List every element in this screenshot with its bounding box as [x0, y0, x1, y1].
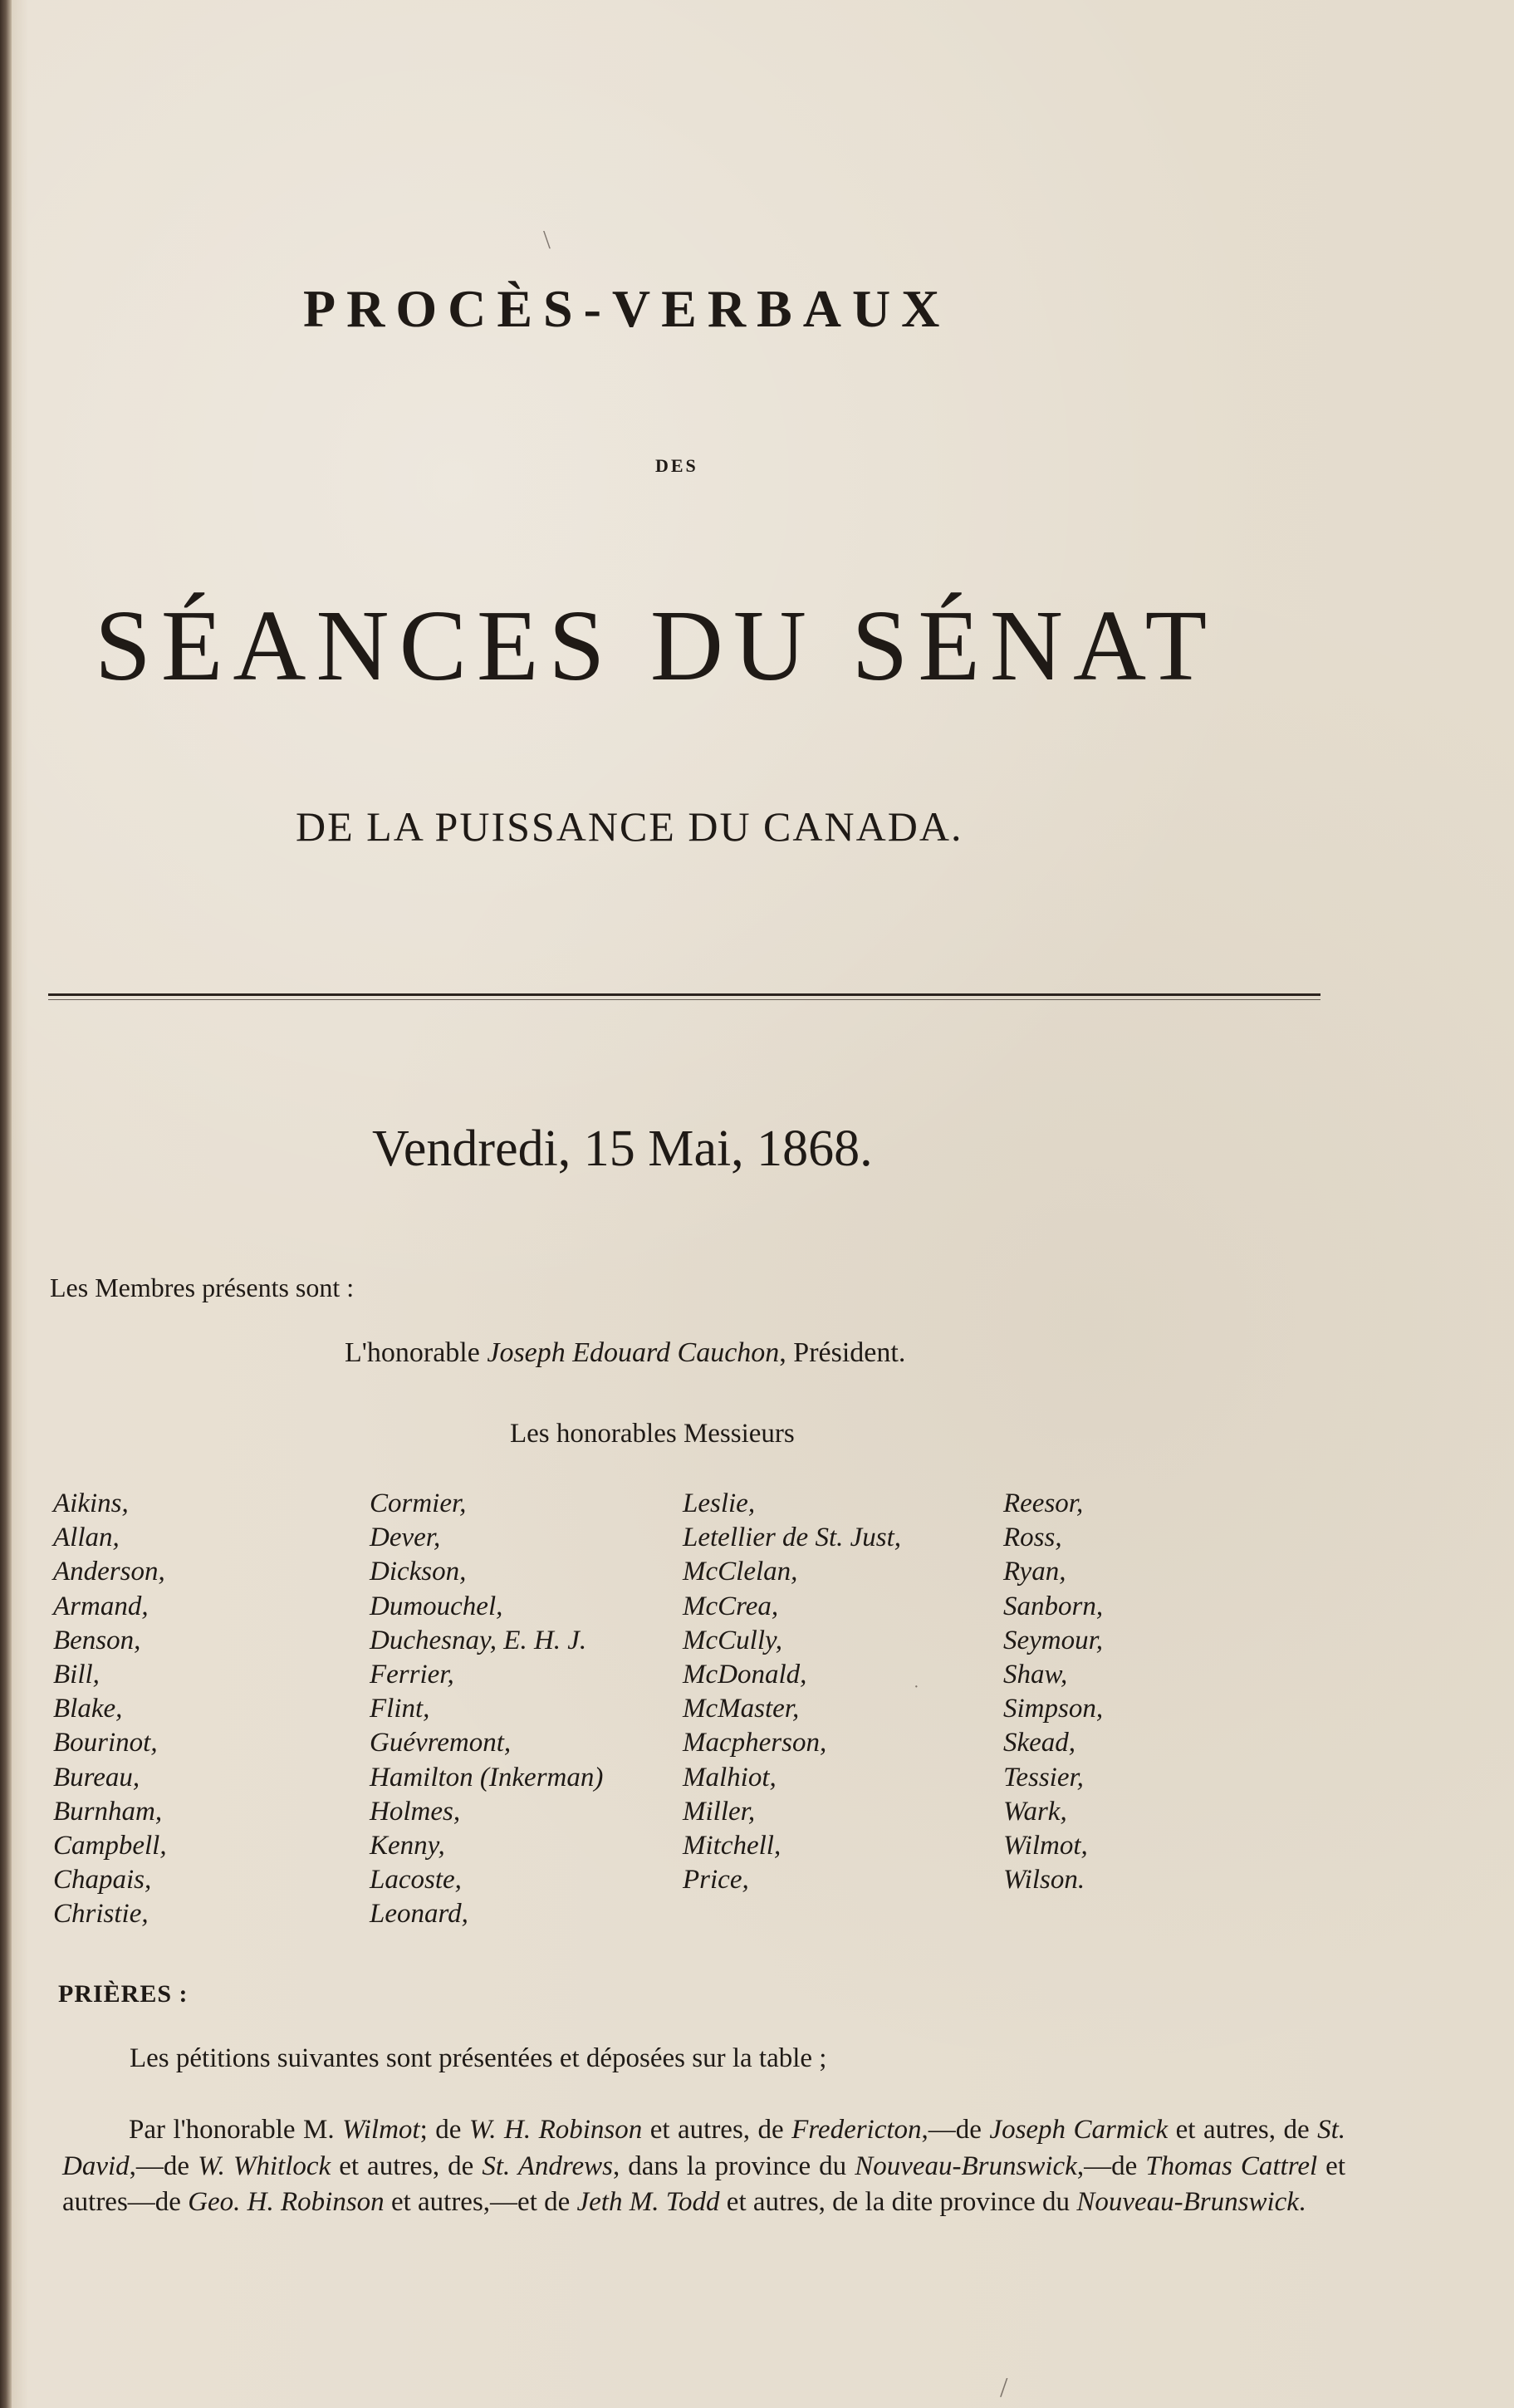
member-name: McMaster, — [683, 1694, 800, 1724]
document-title-middle: DES — [655, 455, 698, 476]
paragraph-text: et autres, de — [331, 2151, 483, 2181]
paragraph-italic: Fredericton — [791, 2115, 922, 2145]
document-title-top: PROCÈS-VERBAUX — [303, 279, 951, 338]
paragraph-italic: Nouveau-Brunswick — [1076, 2187, 1299, 2217]
meeting-date: Vendredi, 15 Mai, 1868. — [372, 1121, 873, 1177]
member-name: Chapais, — [53, 1865, 152, 1896]
paragraph-text: ,—de — [921, 2115, 990, 2145]
member-name: Simpson, — [1003, 1694, 1104, 1724]
member-name: Wilson. — [1003, 1865, 1085, 1896]
member-name: Flint, — [370, 1694, 430, 1724]
member-name: Christie, — [53, 1899, 149, 1930]
member-name: Hamilton (Inkerman) — [370, 1762, 604, 1793]
members-column-4 — [1003, 1487, 1103, 1897]
president-prefix: L'honorable — [345, 1337, 488, 1368]
paragraph-italic: Wilmot — [342, 2115, 420, 2145]
member-name: Price, — [683, 1865, 749, 1896]
title-divider-thick — [48, 993, 1320, 996]
member-name: Armand, — [53, 1591, 149, 1621]
member-name: Shaw, — [1003, 1660, 1068, 1690]
member-name: Tessier, — [1003, 1762, 1084, 1793]
member-name: Blake, — [53, 1694, 123, 1724]
paragraph-italic: W. H. Robinson — [468, 2115, 643, 2145]
members-heading: Les honorables Messieurs — [510, 1419, 795, 1449]
petitions-intro: Les pétitions suivantes sont présentées et déposées sur la table ; — [130, 2043, 827, 2073]
paragraph-text: Par l'honorable M. — [129, 2115, 343, 2145]
member-name: Benson, — [53, 1625, 141, 1655]
paragraph-text: ,—de — [1076, 2151, 1146, 2181]
member-name: Lacoste, — [370, 1865, 462, 1896]
member-name: Ross, — [1003, 1523, 1062, 1553]
member-name: Bourinot, — [53, 1728, 158, 1758]
member-name: McClelan, — [683, 1557, 798, 1587]
member-name: Wilmot, — [1003, 1831, 1088, 1861]
member-name: Skead, — [1003, 1728, 1076, 1758]
print-mark: · — [914, 1678, 919, 1696]
paragraph-italic: W. Whitlock — [198, 2151, 331, 2181]
member-name: Malhiot, — [683, 1762, 777, 1793]
member-name: McCrea, — [683, 1591, 779, 1621]
paragraph-italic: St. Andrews — [482, 2151, 613, 2181]
member-name: Macpherson, — [683, 1728, 827, 1758]
member-name: Leonard, — [370, 1899, 468, 1930]
member-name: McCully, — [683, 1625, 783, 1655]
paragraph-text: , dans la province du — [612, 2151, 855, 2181]
member-name: Aikins, — [53, 1488, 129, 1518]
members-column-3 — [683, 1487, 901, 1897]
member-name: Duchesnay, E. H. J. — [370, 1625, 587, 1655]
paragraph-italic: Joseph Carmick — [989, 2115, 1169, 2145]
member-name: Mitchell, — [683, 1831, 781, 1861]
member-name: Cormier, — [370, 1488, 467, 1518]
member-name: Bureau, — [53, 1762, 140, 1793]
member-name: Wark, — [1003, 1796, 1067, 1827]
paragraph-italic: St. David — [62, 2115, 1345, 2181]
president-name: Joseph Edouard Cauchon — [487, 1337, 780, 1368]
member-name: Dumouchel, — [370, 1591, 503, 1621]
member-name: Seymour, — [1003, 1625, 1104, 1655]
paragraph-italic: Jeth M. Todd — [576, 2187, 720, 2217]
member-name: Bill, — [53, 1660, 100, 1690]
paragraph-text: et autres, de la dite province du — [719, 2187, 1077, 2217]
paragraph-text: ,—de — [129, 2151, 198, 2181]
paragraph-text: et autres,—et de — [384, 2187, 577, 2217]
paragraph-italic: Geo. H. Robinson — [188, 2187, 385, 2217]
member-name: Ryan, — [1003, 1557, 1066, 1587]
member-name: Burnham, — [53, 1796, 163, 1827]
members-column-2 — [370, 1487, 603, 1932]
document-subtitle: DE LA PUISSANCE DU CANADA. — [296, 803, 963, 850]
paragraph-text: ; de — [419, 2115, 469, 2145]
member-name: Miller, — [683, 1796, 756, 1827]
document-title-main: SÉANCES DU SÉNAT — [95, 590, 1218, 702]
member-name: Anderson, — [53, 1557, 165, 1587]
member-name: Sanborn, — [1003, 1591, 1104, 1621]
member-name: Reesor, — [1003, 1488, 1084, 1518]
member-name: Guévremont, — [370, 1728, 512, 1758]
book-spine-shadow — [0, 0, 12, 2408]
paragraph-text: et autres, de — [642, 2115, 792, 2145]
members-column-1 — [53, 1487, 167, 1932]
member-name: Kenny, — [370, 1831, 445, 1861]
member-name: McDonald, — [683, 1660, 807, 1690]
petitions-paragraph — [62, 2112, 1345, 2221]
president-line — [345, 1337, 905, 1369]
paragraph-text: et autres, de — [1168, 2115, 1318, 2145]
member-name: Dickson, — [370, 1557, 467, 1587]
paragraph-text: et autres—de — [62, 2151, 1345, 2217]
prayers-heading: PRIÈRES : — [58, 1980, 189, 2008]
member-name: Letellier de St. Just, — [683, 1523, 902, 1553]
member-name: Ferrier, — [370, 1660, 454, 1690]
title-divider-thin — [48, 999, 1320, 1000]
print-mark: \ — [543, 224, 551, 254]
paragraph-text: . — [1298, 2187, 1306, 2217]
members-present-label: Les Membres présents sont : — [50, 1273, 355, 1302]
member-name: Allan, — [53, 1523, 120, 1553]
member-name: Campbell, — [53, 1831, 167, 1861]
member-name: Dever, — [370, 1523, 441, 1553]
member-name: Holmes, — [370, 1796, 461, 1827]
print-mark: / — [1000, 2372, 1008, 2403]
member-name: Leslie, — [683, 1488, 756, 1518]
paragraph-italic: Thomas Cattrel — [1145, 2151, 1318, 2181]
president-suffix: , Président. — [779, 1337, 906, 1368]
paragraph-italic: Nouveau-Brunswick — [855, 2151, 1077, 2181]
